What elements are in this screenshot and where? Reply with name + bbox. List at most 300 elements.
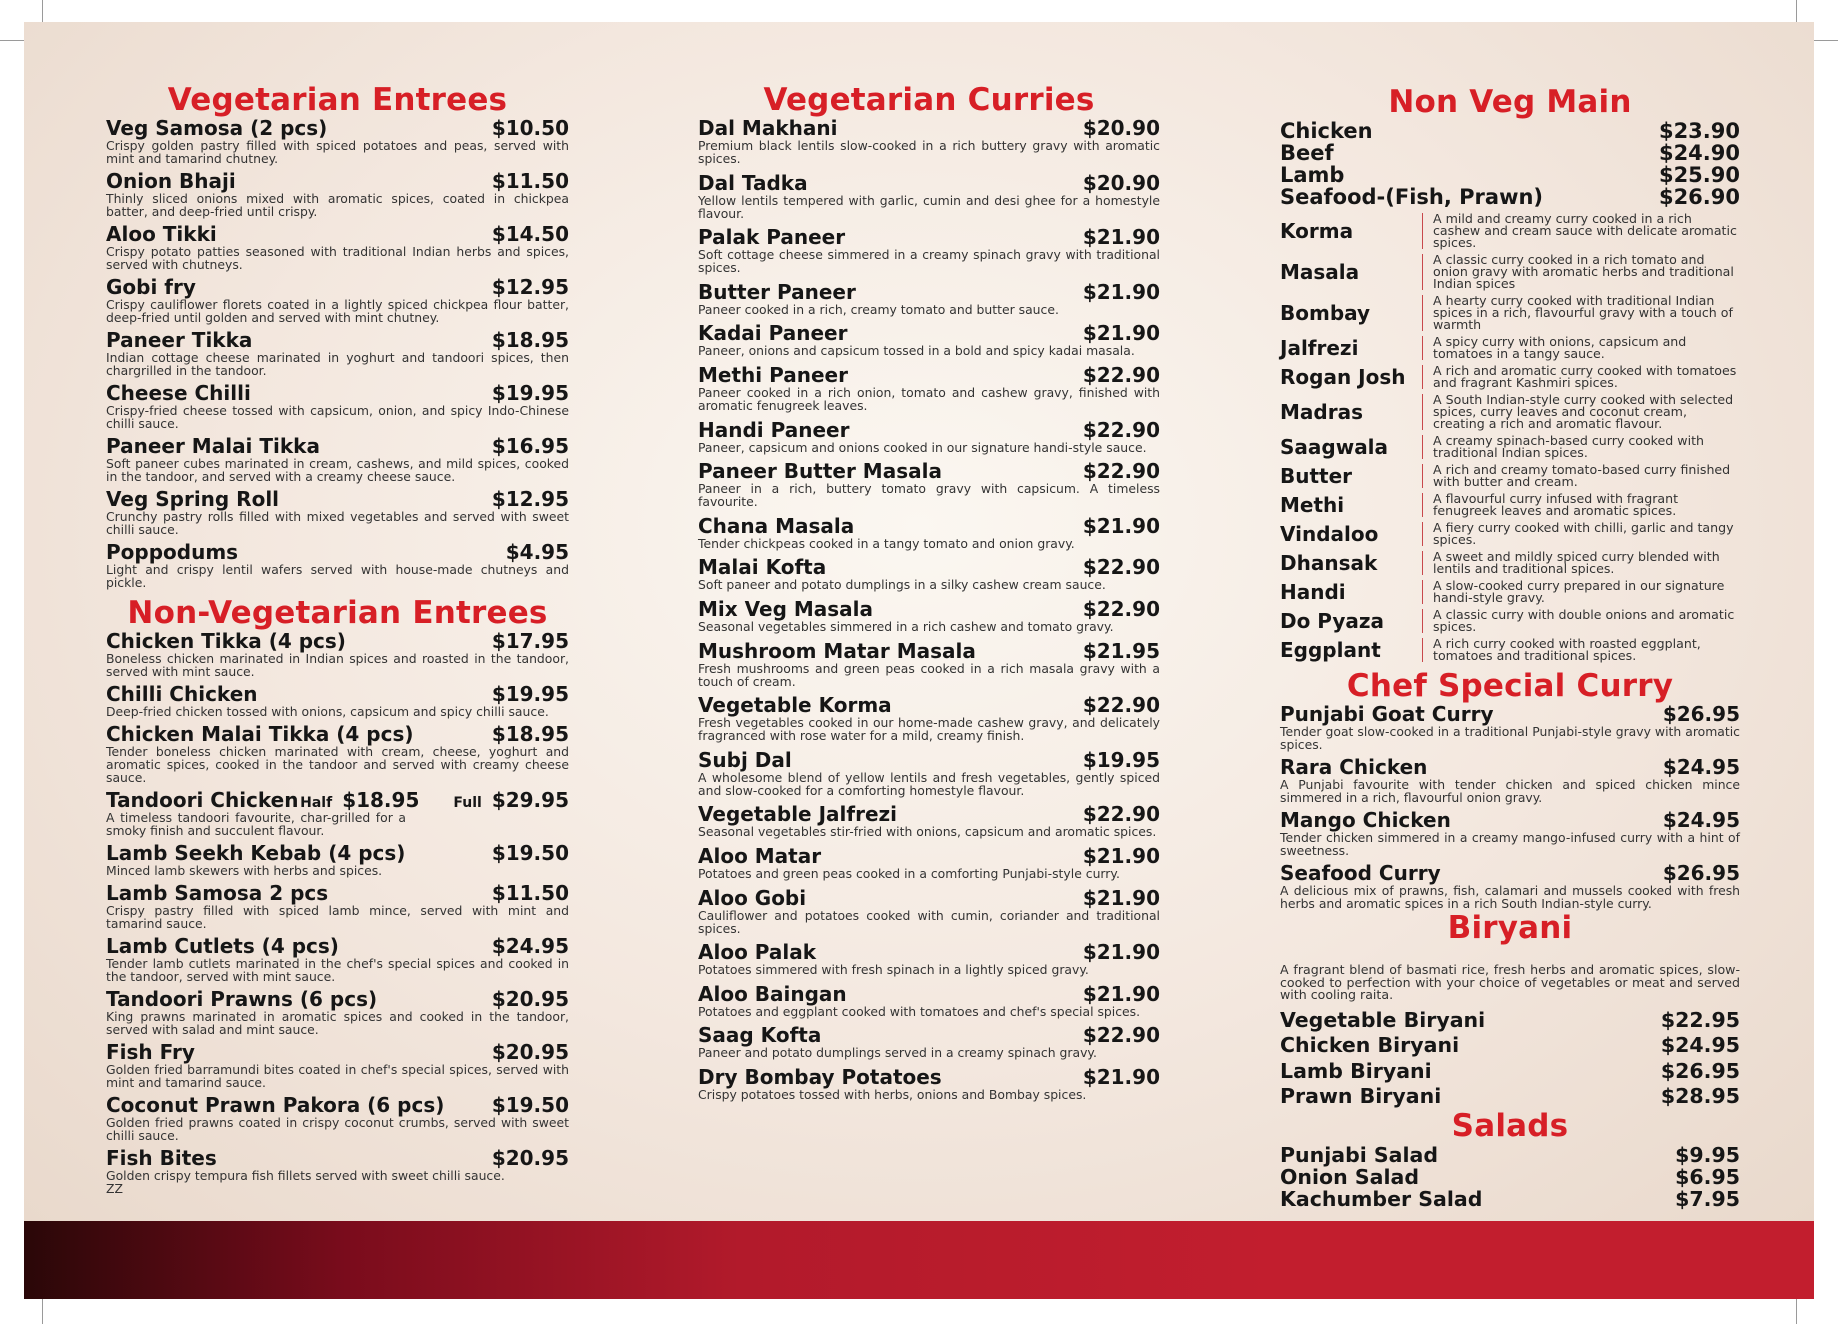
item-price: $24.95 [491, 934, 569, 958]
section-title-salads: Salads [1451, 1107, 1569, 1144]
menu-item [106, 171, 569, 218]
item-price: $22.90 [1082, 802, 1160, 827]
item-description: A delicious mix of prawns, fish, calamari and mussels cooked with fresh herbs and aromatic spices in a rich South Indian-style curry. [1280, 883, 1740, 911]
item-name: Kadai Paneer [698, 321, 848, 346]
item-price: $21.90 [1082, 1064, 1160, 1089]
curry-style-row [1280, 295, 1740, 331]
menu-item [106, 883, 569, 930]
item-name: Chicken Tikka (4 pcs) [106, 629, 346, 653]
menu-item [106, 843, 569, 877]
menu-item [698, 461, 1160, 508]
curry-style-name: Rogan Josh [1280, 365, 1406, 389]
item-name: Paneer Malai Tikka [106, 434, 320, 458]
item-head [106, 1095, 569, 1116]
protein-price: $23.90 [1658, 119, 1740, 143]
menu-item [106, 383, 569, 430]
biryani-price: $24.95 [1660, 1033, 1740, 1057]
protein-price: $25.90 [1658, 163, 1740, 187]
menu-item [106, 631, 569, 678]
menu-item [698, 118, 1160, 165]
salad-row [1280, 1188, 1740, 1210]
item-price: $21.90 [1082, 940, 1160, 965]
item-price: $17.95 [491, 629, 569, 653]
item-head [698, 1064, 1160, 1089]
menu-item [698, 513, 1160, 551]
item-description: Paneer cooked in a rich, creamy tomato and butter sauce. [698, 301, 1059, 317]
item-head [698, 885, 1160, 910]
salad-row [1280, 1166, 1740, 1188]
protein-price: $24.90 [1658, 141, 1740, 165]
item-price: $24.95 [1662, 755, 1740, 779]
item-name: Cheese Chilli [106, 381, 251, 405]
item-head [698, 170, 1160, 195]
menu-item [106, 1042, 569, 1089]
item-name: Fish Fry [106, 1040, 195, 1064]
salad-price: $7.95 [1675, 1186, 1740, 1211]
item-description: Paneer and potato dumplings served in a creamy spinach gravy. [698, 1045, 1097, 1061]
item-description: A timeless tandoori favourite, char-grilled for a smoky finish and succulent flavour. [106, 810, 406, 838]
curry-style-row [1280, 493, 1740, 517]
item-description: Paneer, capsicum and onions cooked in our signature handi-style sauce. [698, 439, 1147, 455]
item-name: Aloo Palak [698, 940, 817, 965]
menu-item [106, 936, 569, 983]
item-name: Lamb Seekh Kebab (4 pcs) [106, 841, 406, 865]
item-price: $11.50 [491, 169, 569, 193]
item-head [106, 1042, 569, 1063]
menu-item [106, 277, 569, 324]
biryani-name: Chicken Biryani [1280, 1033, 1460, 1057]
curry-style-row [1280, 551, 1740, 575]
section-title-chef-special: Chef Special Curry [1346, 668, 1674, 704]
full-label: Full [453, 795, 482, 811]
item-name: Aloo Matar [698, 843, 822, 868]
item-price: $22.90 [1082, 596, 1160, 621]
item-name: Lamb Samosa 2 pcs [106, 881, 329, 905]
curry-style-name: Masala [1280, 260, 1360, 284]
item-price: $18.95 [491, 722, 569, 746]
item-name: Tandoori Chicken [106, 788, 299, 812]
item-description: Golden fried prawns coated in crispy coconut crumbs, served with sweet chilli sauce. [106, 1115, 569, 1143]
biryani-name: Lamb Biryani [1280, 1058, 1432, 1083]
item-description: Seasonal vegetables simmered in a rich cashew and tomato gravy. [698, 618, 1114, 634]
item-price: $4.95 [505, 540, 569, 564]
item-name: Malai Kofta [698, 555, 827, 580]
curry-style-row [1280, 580, 1740, 604]
item-description: Crispy golden pastry filled with spiced potatoes and peas, served with mint and tamarind chutney. [106, 138, 569, 166]
item-description: Soft paneer and potato dumplings in a silky cashew cream sauce. [698, 577, 1106, 593]
item-description: Paneer in a rich, buttery tomato gravy with capsicum. A timeless favourite. [698, 481, 1160, 510]
item-description: Premium black lentils slow-cooked in a rich buttery gravy with aromatic spices. [698, 138, 1160, 166]
item-price: $21.90 [1082, 225, 1160, 250]
menu-item [698, 557, 1160, 591]
curry-style-name: Bombay [1280, 301, 1371, 325]
item-name: Onion Bhaji [106, 169, 236, 193]
item-name: Dal Tadka [698, 170, 808, 195]
item-price: $22.90 [1082, 362, 1160, 387]
crop-mark [42, 1299, 43, 1324]
item-description: Paneer, onions and capsicum tossed in a bold and spicy kadai masala. [698, 343, 1135, 359]
item-description: Soft cottage cheese simmered in a creamy spinach gravy with traditional spices. [698, 247, 1160, 276]
menu-item [106, 542, 569, 589]
curry-style-description: A creamy spinach-based curry cooked with traditional Indian spices. [1422, 435, 1740, 459]
item-name: Paneer Tikka [106, 328, 253, 352]
column-middle [698, 70, 1160, 1108]
protein-row [1280, 164, 1740, 186]
item-name: Aloo Gobi [698, 885, 807, 910]
salad-name: Onion Salad [1280, 1164, 1419, 1189]
item-description: Crispy-fried cheese tossed with capsicum, onion, and spicy Indo-Chinese chilli sauce. [106, 403, 569, 431]
salad-row [1280, 1144, 1740, 1166]
menu-item [1280, 810, 1740, 857]
biryani-row [1280, 1033, 1740, 1059]
protein-name: Chicken [1280, 119, 1373, 143]
item-head [106, 542, 569, 563]
menu-item [1280, 757, 1740, 804]
section-title-veg-curries: Vegetarian Curries [763, 82, 1095, 118]
half-label: Half [300, 795, 333, 811]
item-description: Crispy pastry filled with spiced lamb mince, served with mint and tamarind sauce. [106, 903, 569, 931]
menu-item [698, 747, 1160, 798]
item-price: $21.90 [1082, 843, 1160, 868]
half-full-prices [300, 790, 569, 811]
item-name: Veg Samosa (2 pcs) [106, 116, 328, 140]
item-name: Gobi fry [106, 275, 196, 299]
menu-item [106, 724, 569, 784]
menu-item [106, 684, 569, 718]
curry-style-name: Do Pyaza [1280, 609, 1385, 633]
item-head [106, 790, 569, 811]
half-price: $18.95 [342, 788, 420, 812]
item-description: A wholesome blend of yellow lentils and fresh vegetables, gently spiced and slow-cooked for a comforting homestyle flavour. [698, 769, 1160, 798]
item-head [698, 513, 1160, 538]
curry-style-row [1280, 638, 1740, 662]
section-title-nonveg-entrees: Non-Vegetarian Entrees [127, 595, 548, 631]
item-name: Tandoori Prawns (6 pcs) [106, 987, 378, 1011]
chef-special-list [1280, 704, 1740, 910]
protein-row [1280, 142, 1740, 164]
item-head [106, 171, 569, 192]
menu-item [106, 1148, 569, 1182]
footer-band [24, 1221, 1814, 1299]
item-description: Crispy potato patties seasoned with traditional Indian herbs and spices, served with chutneys. [106, 244, 569, 272]
item-description: Thinly sliced onions mixed with aromatic spices, coated in chickpea batter, and deep-fried until crispy. [106, 191, 569, 219]
curry-style-name: Vindaloo [1280, 522, 1379, 546]
menu-item [106, 489, 569, 536]
trailing-note: ZZ [106, 1181, 123, 1196]
item-price: $19.95 [491, 381, 569, 405]
item-head [698, 227, 1160, 248]
item-description: Fresh mushrooms and green peas cooked in a rich masala gravy with a touch of cream. [698, 660, 1160, 689]
item-name: Coconut Prawn Pakora (6 pcs) [106, 1093, 445, 1117]
biryani-row [1280, 1084, 1740, 1110]
item-description: Potatoes simmered with fresh spinach in a lightly spiced gravy. [698, 962, 1089, 978]
item-price: $26.95 [1662, 702, 1740, 726]
item-price: $12.95 [491, 487, 569, 511]
section-title-veg-entrees: Vegetarian Entrees [167, 82, 508, 118]
curry-style-description: A hearty curry cooked with traditional Indian spices in a rich, flavourful gravy with a touch of warmth [1422, 295, 1740, 331]
item-description: Minced lamb skewers with herbs and spices. [106, 863, 383, 878]
curry-style-name: Methi [1280, 493, 1345, 517]
item-name: Aloo Baingan [698, 981, 847, 1006]
curry-style-description: A rich curry cooked with roasted eggplant, tomatoes and traditional spices. [1422, 638, 1740, 662]
item-head [698, 557, 1160, 578]
curry-style-row [1280, 336, 1740, 360]
item-head [698, 942, 1160, 963]
item-description: Tender goat slow-cooked in a traditional Punjabi-style gravy with aromatic spices. [1280, 724, 1740, 752]
item-head [106, 436, 569, 457]
item-name: Paneer Butter Masala [698, 459, 942, 484]
curry-style-description: A sweet and mildly spiced curry blended with lentils and traditional spices. [1422, 551, 1740, 575]
section-title-biryani: Biryani [1447, 910, 1573, 946]
item-name: Mango Chicken [1280, 808, 1451, 832]
item-name: Chana Masala [698, 513, 855, 538]
item-head [1280, 757, 1740, 778]
item-name: Vegetable Korma [698, 693, 892, 718]
item-description: King prawns marinated in aromatic spices and cooked in the tandoor, served with salad and mint sauce. [106, 1009, 569, 1037]
biryani-price: $22.95 [1660, 1007, 1740, 1032]
menu-item [698, 362, 1160, 413]
menu-item [698, 804, 1160, 838]
curry-style-row [1280, 394, 1740, 430]
item-head [698, 804, 1160, 825]
veg-curries-list [698, 118, 1160, 1101]
curry-style-name: Korma [1280, 219, 1354, 243]
nonveg-entrees-list [106, 631, 569, 1182]
menu-item [698, 1025, 1160, 1059]
item-description: Golden fried barramundi bites coated in chef's special spices, served with mint and tamarind sauce. [106, 1062, 569, 1090]
item-head [106, 684, 569, 705]
item-price: $11.50 [491, 881, 569, 905]
item-name: Handi Paneer [698, 417, 850, 442]
item-description: Potatoes and eggplant cooked with tomatoes and chef's special spices. [698, 1003, 1141, 1019]
item-description: Boneless chicken marinated in Indian spices and roasted in the tandoor, served with mint sauce. [106, 651, 569, 679]
item-description: Crispy cauliflower florets coated in a lightly spiced chickpea flour batter, deep-fried until golden and served with mint chutney. [106, 297, 569, 325]
item-description: Potatoes and green peas cooked in a comforting Punjabi-style curry. [698, 865, 1120, 881]
item-price: $19.95 [1082, 747, 1160, 772]
curry-style-description: A spicy curry with onions, capsicum and tomatoes in a tangy sauce. [1422, 336, 1740, 360]
menu-item [698, 417, 1160, 455]
section-title-nonveg-main: Non Veg Main [1388, 84, 1632, 120]
menu-item [698, 227, 1160, 274]
item-price: $19.50 [491, 841, 569, 865]
item-head [1280, 810, 1740, 831]
item-name: Poppodums [106, 540, 239, 564]
veg-entrees-list [106, 118, 569, 589]
menu-item [698, 695, 1160, 742]
biryani-name: Prawn Biryani [1280, 1084, 1442, 1108]
item-price: $22.90 [1082, 693, 1160, 718]
item-price: $21.90 [1082, 885, 1160, 910]
item-description: Tender chicken simmered in a creamy mango-infused curry with a hint of sweetness. [1280, 830, 1740, 858]
item-head [698, 843, 1160, 868]
salad-name: Punjabi Salad [1280, 1142, 1439, 1167]
item-description: Paneer cooked in a rich onion, tomato and cashew gravy, finished with aromatic fenugreek leaves. [698, 384, 1160, 413]
item-description: Fresh vegetables cooked in our home-made cashew gravy, and delicately fragranced with rose water for a mild, creamy finish. [698, 715, 1160, 744]
curry-style-list [1280, 213, 1740, 662]
item-price: $22.90 [1082, 417, 1160, 442]
curry-style-row [1280, 365, 1740, 389]
item-price: $20.90 [1082, 170, 1160, 195]
item-description: Tender lamb cutlets marinated in the chef's special spices and cooked in the tandoor, served with mint sauce. [106, 956, 569, 984]
curry-style-name: Butter [1280, 464, 1353, 488]
item-price: $20.90 [1082, 116, 1160, 140]
menu-item [106, 989, 569, 1036]
curry-style-row [1280, 464, 1740, 488]
curry-style-name: Saagwala [1280, 435, 1389, 459]
menu-item [698, 170, 1160, 221]
curry-style-name: Madras [1280, 400, 1363, 424]
item-description: Tender chickpeas cooked in a tangy tomato and onion gravy. [698, 535, 1075, 551]
protein-price-list [1280, 120, 1740, 208]
item-price: $21.95 [1082, 638, 1160, 663]
item-description: Tender boneless chicken marinated with cream, cheese, yoghurt and aromatic spices, cooked in the tandoor and served with creamy cheese sauce. [106, 744, 569, 785]
menu-item [698, 981, 1160, 1019]
menu-item [106, 118, 569, 165]
item-head [106, 883, 569, 904]
curry-style-description: A flavourful curry infused with fragrant fenugreek leaves and aromatic spices. [1422, 493, 1740, 517]
item-head [698, 638, 1160, 663]
protein-row [1280, 186, 1740, 208]
item-name: Chilli Chicken [106, 682, 258, 706]
item-price: $18.95 [491, 328, 569, 352]
menu-item [698, 279, 1160, 317]
crop-mark [1814, 40, 1838, 41]
item-name: Rara Chicken [1280, 755, 1428, 779]
menu-item-tandoori-chicken [106, 790, 569, 837]
curry-style-name: Jalfrezi [1280, 336, 1359, 360]
biryani-list [1280, 1008, 1740, 1110]
item-name: Methi Paneer [698, 362, 848, 387]
item-description: A Punjabi favourite with tender chicken and spiced chicken mince simmered in a rich, flavourful onion gravy. [1280, 777, 1740, 805]
curry-style-row [1280, 522, 1740, 546]
item-name: Vegetable Jalfrezi [698, 802, 898, 827]
item-head [106, 224, 569, 245]
curry-style-description: A classic curry with double onions and aromatic spices. [1422, 609, 1740, 633]
item-price: $21.90 [1082, 321, 1160, 346]
item-name: Punjabi Goat Curry [1280, 702, 1494, 726]
item-price: $12.95 [491, 275, 569, 299]
item-head [698, 695, 1160, 716]
item-head [698, 118, 1160, 139]
curry-style-description: A rich and creamy tomato-based curry finished with butter and cream. [1422, 464, 1740, 488]
item-name: Butter Paneer [698, 279, 856, 304]
item-name: Chicken Malai Tikka (4 pcs) [106, 722, 414, 746]
curry-style-row [1280, 254, 1740, 290]
item-price: $22.90 [1082, 459, 1160, 484]
protein-price: $26.90 [1658, 185, 1740, 209]
item-description: Deep-fried chicken tossed with onions, capsicum and spicy chilli sauce. [106, 704, 549, 719]
item-price: $21.90 [1082, 981, 1160, 1006]
curry-style-name: Eggplant [1280, 638, 1381, 662]
curry-style-row [1280, 213, 1740, 249]
item-price: $10.50 [491, 116, 569, 140]
curry-style-name: Handi [1280, 580, 1346, 604]
item-head [698, 596, 1160, 621]
column-left [106, 70, 569, 1201]
item-head [698, 1025, 1160, 1046]
curry-style-row [1280, 435, 1740, 459]
menu-item [1280, 863, 1740, 910]
biryani-intro: A fragrant blend of basmati rice, fresh herbs and aromatic spices, slow-cooked to perfection with your choice of vegetables or meat and served with cooling raita. [1280, 962, 1740, 1002]
biryani-price: $28.95 [1660, 1084, 1740, 1108]
item-name: Seafood Curry [1280, 861, 1441, 885]
curry-style-description: A South Indian-style curry cooked with selected spices, curry leaves and coconut cream, creating a rich and aromatic flavour. [1422, 394, 1740, 430]
column-right [1280, 70, 1740, 1210]
item-description: Seasonal vegetables stir-fried with onions, capsicum and aromatic spices. [698, 824, 1157, 840]
item-name: Veg Spring Roll [106, 487, 280, 511]
item-head [698, 279, 1160, 304]
item-head [698, 417, 1160, 442]
protein-name: Lamb [1280, 163, 1345, 187]
protein-name: Beef [1280, 141, 1334, 165]
biryani-price: $26.95 [1660, 1058, 1740, 1083]
crop-mark [1796, 0, 1797, 22]
menu-item [106, 330, 569, 377]
salad-name: Kachumber Salad [1280, 1186, 1483, 1211]
biryani-row [1280, 1059, 1740, 1085]
item-name: Fish Bites [106, 1146, 217, 1170]
item-description: Yellow lentils tempered with garlic, cumin and desi ghee for a homestyle flavour. [698, 192, 1160, 221]
item-head [106, 936, 569, 957]
item-description: Soft paneer cubes marinated in cream, cashews, and mild spices, cooked in the tandoor, and served with a creamy cheese sauce. [106, 456, 569, 484]
menu-item [698, 843, 1160, 881]
item-head [1280, 704, 1740, 725]
item-name: Mix Veg Masala [698, 596, 873, 621]
salad-price: $9.95 [1675, 1142, 1740, 1167]
item-price: $21.90 [1082, 279, 1160, 304]
menu-item [698, 323, 1160, 357]
item-name: Aloo Tikki [106, 222, 217, 246]
menu-item [698, 596, 1160, 634]
item-price: $22.90 [1082, 1023, 1160, 1048]
curry-style-name: Dhansak [1280, 551, 1378, 575]
curry-style-description: A slow-cooked curry prepared in our signature handi-style gravy. [1422, 580, 1740, 604]
salad-price: $6.95 [1675, 1164, 1740, 1189]
item-description: Crunchy pastry rolls filled with mixed vegetables and served with sweet chilli sauce. [106, 509, 569, 537]
item-head [698, 747, 1160, 772]
item-price: $20.95 [491, 987, 569, 1011]
menu-item [1280, 704, 1740, 751]
item-description: Crispy potatoes tossed with herbs, onions and Bombay spices. [698, 1086, 1087, 1102]
curry-style-description: A fiery curry cooked with chilli, garlic and tangy spices. [1422, 522, 1740, 546]
menu-item [698, 942, 1160, 976]
curry-style-description: A mild and creamy curry cooked in a rich cashew and cream sauce with delicate aromatic spices. [1422, 213, 1740, 249]
item-price: $16.95 [491, 434, 569, 458]
item-head [698, 981, 1160, 1006]
item-description: Indian cottage cheese marinated in yoghurt and tandoori spices, then chargrilled in the tandoor. [106, 350, 569, 378]
item-name: Subj Dal [698, 747, 792, 772]
item-head [698, 362, 1160, 387]
item-name: Saag Kofta [698, 1023, 822, 1048]
item-price: $20.95 [491, 1040, 569, 1064]
full-price: $29.95 [491, 788, 569, 812]
item-name: Lamb Cutlets (4 pcs) [106, 934, 339, 958]
item-head [698, 323, 1160, 344]
menu-item [698, 1064, 1160, 1102]
curry-style-description: A classic curry cooked in a rich tomato and onion gravy with aromatic herbs and traditional Indian spices [1422, 254, 1740, 290]
crop-mark [1796, 1299, 1797, 1324]
item-head [106, 330, 569, 351]
item-price: $26.95 [1662, 861, 1740, 885]
curry-style-description: A rich and aromatic curry cooked with tomatoes and fragrant Kashmiri spices. [1422, 365, 1740, 389]
curry-style-row [1280, 609, 1740, 633]
menu-item [106, 1095, 569, 1142]
item-description: Cauliflower and potatoes cooked with cumin, coriander and traditional spices. [698, 907, 1160, 936]
item-description: Light and crispy lentil wafers served with house-made chutneys and pickle. [106, 562, 569, 590]
crop-mark [42, 0, 43, 22]
item-head [698, 461, 1160, 482]
menu-item [698, 638, 1160, 689]
